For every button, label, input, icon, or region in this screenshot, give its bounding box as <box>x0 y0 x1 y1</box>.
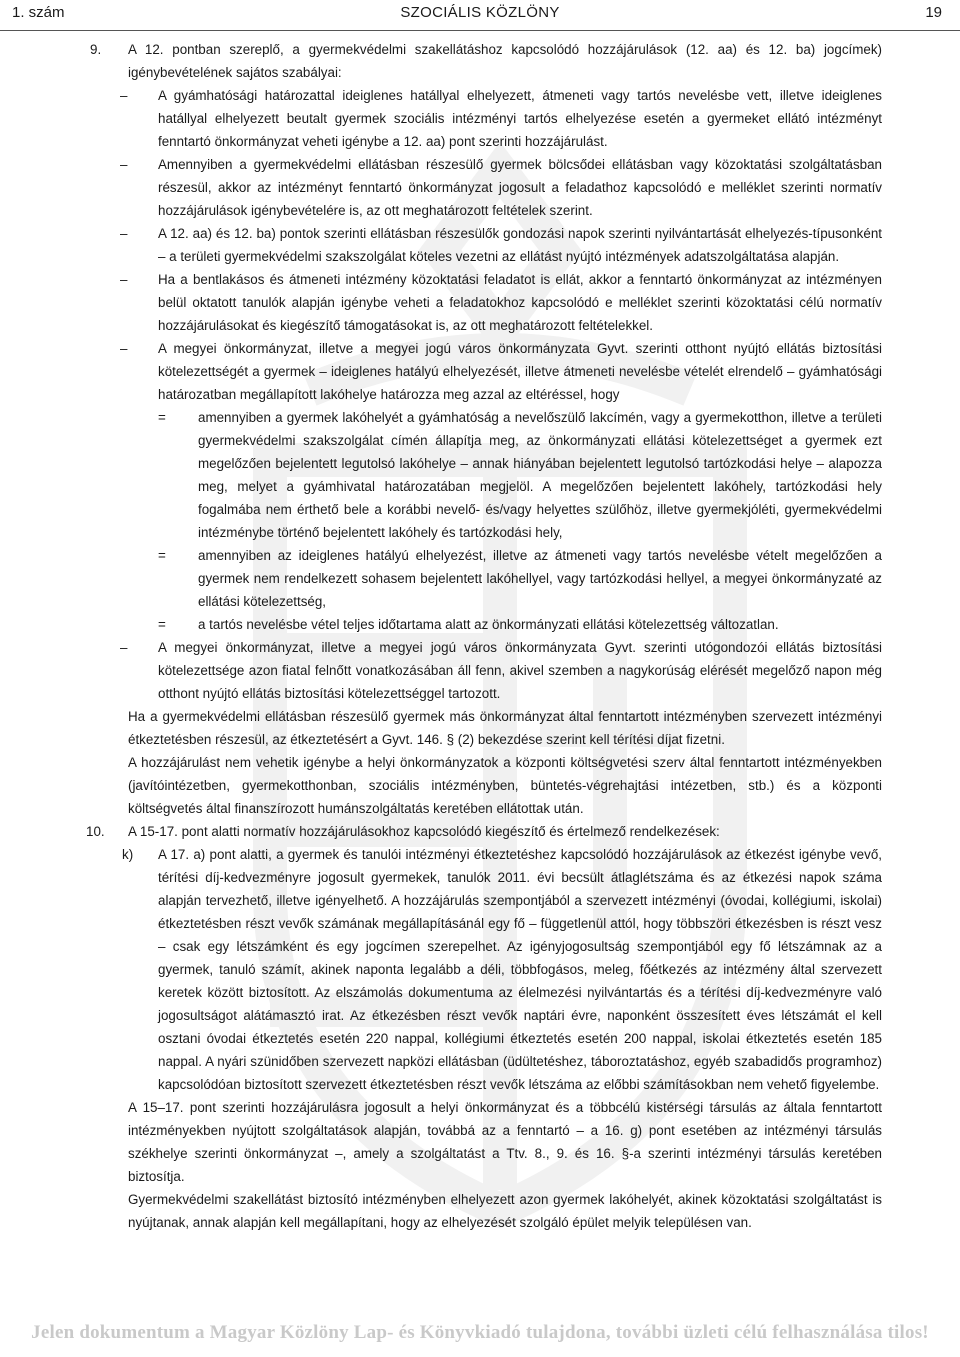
dash-marker: – <box>120 640 128 655</box>
dash-text: Amennyiben a gyermekvédelmi ellátásban részesülő gyermek bölcsődei ellátásban vagy közoktatási szolgáltatásban részesül, akkor az intézményt fenntartó önkormányzat jogosult a feladathoz kapcsolódó e melléklet szerinti normatív hozzájárulások igénybevételére is, az ott meghatározott feltételek szerint. <box>158 157 882 218</box>
equals-text: a tartós nevelésbe vétel teljes időtartama alatt az önkormányzati ellátási kötelezettség változatlan. <box>198 617 779 632</box>
dash-item <box>120 268 882 337</box>
page-number: 19 <box>925 4 942 21</box>
section-text: A 12. pontban szereplő, a gyermekvédelmi szakellátáshoz kapcsolódó hozzájárulások (12. aa) és 12. ba) jogcímek) igénybevételének sajátos szabályai: <box>128 42 882 80</box>
dash-marker: – <box>120 272 128 287</box>
equals-text: amennyiben az ideiglenes hatályú elhelyezést, illetve az átmeneti vagy tartós nevelésbe vételt megelőzően a gyermek nem rendelkezett sohasem bejelentett lakóhellyel, vagy tartózkodási hellyel, a megyei önkormányzaté az ellátási kötelezettség, <box>198 548 882 609</box>
subsection-text: A 17. a) pont alatti, a gyermek és tanulói intézményi étkeztetéshez kapcsolódó hozzájárulások az étkezést igénybe vevő, térítési díj-kedvezményre jogosult gyermekek, tanulók 2011. évi becsült átlaglétszáma és az étkezési napok száma alapján tervezhető, illetve igényelhető. A hozzájárulás szempontjából a szervezett intézményi (óvodai, kollégiumi, iskolai) étkeztetésben részt vevők számának megállapításánál egy fő – függetlenül attól, hogy többszöri étkezésben is részt vesz – csak egy létszámként és egy jogcímen szerepelhet. Az igényjogosultság szempontjából egy fő létszámnak az a gyermek, tanuló számít, akinek naponta legalább a déli, többfogásos, meleg, főétkezés az intézmény által szervezett keretek között biztosított. Az elszámolás dokumentuma az élelmezési nyilvántartás és a térítési díj-kedvezményre való jogosultságot alátámasztó irat. Az étkezésben részt vevők naptári évre, naponként összesített éves létszámát el kell osztani óvodai étkeztetés esetén 220 nappal, kollégiumi étkeztetés esetén 200 nappal, iskolai étkeztetés esetén 185 nappal. A nyári szünidőben szervezett napközi ellátásban (üdültetéshez, táboroztatáshoz, egyéb szabadidős programhoz) kapcsolódóan biztosított szervezett étkeztetésben részt vevők létszáma az előbbi számításokban nem vehető figyelembe. <box>158 847 882 1092</box>
dash-text: A 12. aa) és 12. ba) pontok szerinti ellátásban részesülők gondozási napok szerinti nyilvántartását elhelyezés-típusonként – a területi gyermekvédelmi szakszolgálat köteles vezetni az ellátást nyújtó intézmények adatszolgáltatása alapján. <box>158 226 882 264</box>
dash-marker: – <box>120 226 128 241</box>
dash-item <box>120 84 882 153</box>
dash-marker: – <box>120 341 128 356</box>
equals-marker: = <box>158 548 166 563</box>
dash-item <box>120 337 882 406</box>
page-header <box>0 0 960 31</box>
document-body <box>0 38 960 1234</box>
section-10 <box>86 820 882 843</box>
dash-item <box>120 153 882 222</box>
paragraph: Ha a gyermekvédelmi ellátásban részesülő gyermek más önkormányzat által fenntartott intézményben szervezett intézményi étkeztetésben részesül, az étkeztetésért a Gyvt. 146. § (2) bekezdése szerint kell térítési díjat fizetni. <box>128 709 882 747</box>
equals-marker: = <box>158 617 166 632</box>
dash-item <box>120 636 882 705</box>
paragraph: A hozzájárulást nem vehetik igénybe a helyi önkormányzatok a központi költségvetési szerv által fenntartott intézményekben (javítóintézetben, gyermekotthonban, szociális intézményben, büntetés-végrehajtási intézetben, stb.) és a központi költségvetés által finanszírozott humánszolgáltatás keretében ellátottak után. <box>128 755 882 816</box>
equals-item <box>158 544 882 613</box>
subsection-k <box>122 843 882 1096</box>
subsection-marker: k) <box>122 847 134 862</box>
equals-text: amennyiben a gyermek lakóhelyét a gyámhatóság a nevelőszülő lakcímén, vagy a gyermekotthon, illetve a területi gyermekvédelmi szakszolgálat címén állapítja meg, az önkormányzati ellátási kötelezettséget a gyermek ezt megelőzően bejelentett legutolsó lakóhelye – annak hiányában bejelentett legutolsó tartózkodási helye – alapozza meg, melyet a gyámhivatal határozatában megjelöl. A megelőzően bejelentett lakóhely, tartózkodási hely fogalmába nem érthető bele a korábbi nevelő- és/vagy helyettes szülőhöz, illetve gyermekjóléti, gyermekvédelmi intézménybe történő bejelentett lakóhely és tartózkodási hely, <box>198 410 882 540</box>
dash-text: A megyei önkormányzat, illetve a megyei jogú város önkormányzata Gyvt. szerinti otthont nyújtó ellátás biztosítási kötelezettségét a gyermek – ideiglenes hatályú elhelyezését, illetve átmeneti nevelésbe vételét elrendelő – gyámhatósági határozatban megállapított lakóhelye határozza meg azzal az eltéréssel, hogy <box>158 341 882 402</box>
equals-marker: = <box>158 410 166 425</box>
section-text: A 15-17. pont alatti normatív hozzájárulásokhoz kapcsolódó kiegészítő és értelmező rendelkezések: <box>128 824 720 839</box>
section-9 <box>90 38 882 84</box>
section-number: 10. <box>86 824 105 839</box>
dash-item <box>120 222 882 268</box>
issue-number: 1. szám <box>12 4 65 21</box>
dash-text: A gyámhatósági határozattal ideiglenes hatállyal elhelyezett, átmeneti vagy tartós nevelésbe vett, illetve ideiglenes hatállyal elhelyezett beutalt gyermek szociális intézményi tartós elhelyezése esetén a gyermeket ellátó intézményt fenntartó önkormányzat veheti igénybe a 12. aa) pont szerinti hozzájárulást. <box>158 88 882 149</box>
copyright-notice: Jelen dokumentum a Magyar Közlöny Lap- és Könyvkiadó tulajdona, további üzleti célú felhasználása tilos! <box>31 1322 929 1343</box>
dash-marker: – <box>120 88 128 103</box>
paragraph: Gyermekvédelmi szakellátást biztosító intézményben elhelyezett azon gyermek lakóhelyét, akinek közoktatási szolgáltatást is nyújtanak, annak alapján kell megállapítani, hogy az elhelyezését szolgáló épület melyik településen van. <box>128 1192 882 1230</box>
paragraph: A 15–17. pont szerinti hozzájárulásra jogosult a helyi önkormányzat és a többcélú kistérségi társulás az általa fenntartott intézményekben nyújtott szolgáltatások alapján, továbbá az a fenntartó – a 16. g) pont esetében az intézményi társulás székhelye szerinti önkormányzat –, amely a szolgáltatást a Ttv. 8., 9. és 16. §-a szerinti intézményi társulás keretében biztosítja. <box>128 1100 882 1184</box>
equals-item <box>158 613 882 636</box>
dash-marker: – <box>120 157 128 172</box>
dash-text: Ha a bentlakásos és átmeneti intézmény közoktatási feladatot is ellát, akkor a fenntartó önkormányzat az intézményen belül oktatott tanulók alapján igénybe veheti a feladatokhoz kapcsolódó e melléklet szerinti közoktatási célú normatív hozzájárulásokat és kiegészítő támogatásokat is, az ott meghatározott feltételekkel. <box>158 272 882 333</box>
equals-item <box>158 406 882 544</box>
dash-text: A megyei önkormányzat, illetve a megyei jogú város önkormányzata Gyvt. szerinti utógondozói ellátás biztosítási kötelezettsége azon fiatal felnőtt vonatkozásában áll fenn, akivel szemben a nagykorúság elérését megelőző napon még otthont nyújtó ellátás biztosítási kötelezettséggel tartozott. <box>158 640 882 701</box>
section-number: 9. <box>90 42 102 57</box>
publication-title: SZOCIÁLIS KÖZLÖNY <box>400 4 560 21</box>
